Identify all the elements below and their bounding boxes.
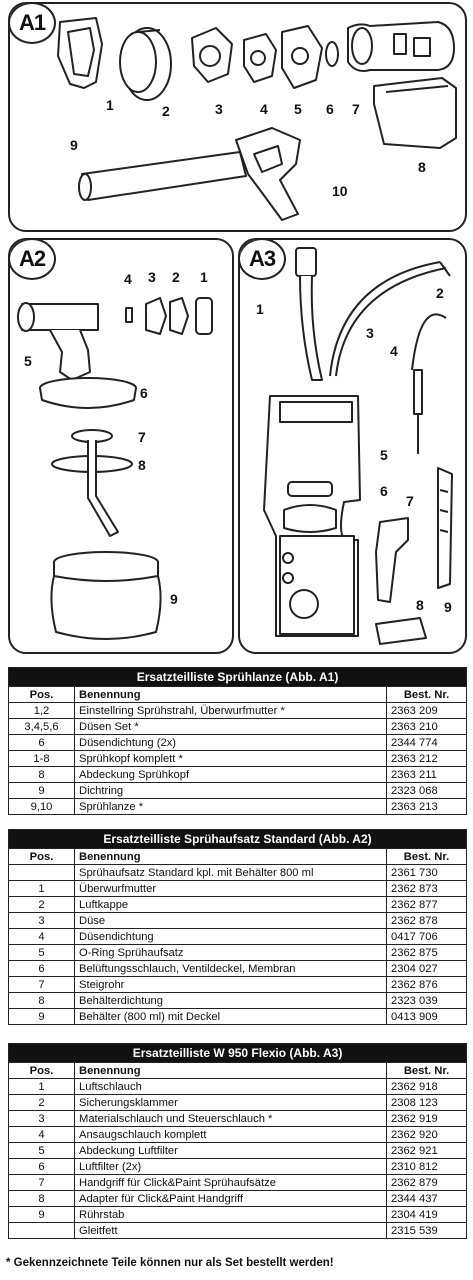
pos-cell: 9,10 bbox=[9, 799, 75, 815]
pos-cell: 3 bbox=[9, 1111, 75, 1127]
callout-8: 8 bbox=[416, 597, 424, 613]
name-cell: Behälterdichtung bbox=[75, 993, 387, 1009]
table-row bbox=[9, 1175, 467, 1191]
callout-4: 4 bbox=[260, 101, 268, 117]
order-no-cell: 2362 919 bbox=[387, 1111, 467, 1127]
callout-2: 2 bbox=[436, 285, 444, 301]
pos-cell: 3 bbox=[9, 913, 75, 929]
pos-cell: 9 bbox=[9, 1207, 75, 1223]
table-row bbox=[9, 993, 467, 1009]
name-cell: Sprühaufsatz Standard kpl. mit Behälter 800 ml bbox=[75, 865, 387, 881]
name-cell: Überwurfmutter bbox=[75, 881, 387, 897]
figure-a1-spray-lance bbox=[8, 2, 467, 232]
table-row bbox=[9, 945, 467, 961]
callout-6: 6 bbox=[326, 101, 334, 117]
column-header-pos: Pos. bbox=[9, 849, 75, 865]
table-title: Ersatzteilliste Sprühaufsatz Standard (Abb. A2) bbox=[9, 830, 467, 849]
pos-cell: 9 bbox=[9, 783, 75, 799]
callout-7: 7 bbox=[138, 429, 146, 445]
order-no-cell: 2361 730 bbox=[387, 865, 467, 881]
column-header-name: Benennung bbox=[75, 849, 387, 865]
name-cell: Abdeckung Luftfilter bbox=[75, 1143, 387, 1159]
callout-9: 9 bbox=[444, 599, 452, 615]
order-no-cell: 2363 210 bbox=[387, 719, 467, 735]
table-title: Ersatzteilliste W 950 Flexio (Abb. A3) bbox=[9, 1044, 467, 1063]
column-header-pos: Pos. bbox=[9, 687, 75, 703]
callout-3: 3 bbox=[366, 325, 374, 341]
table-row bbox=[9, 1223, 467, 1239]
figure-a2-standard-attachment bbox=[8, 238, 234, 654]
pos-cell: 8 bbox=[9, 1191, 75, 1207]
table-row bbox=[9, 881, 467, 897]
figure-a2-label: A2 bbox=[8, 238, 56, 280]
order-no-cell: 2344 437 bbox=[387, 1191, 467, 1207]
name-cell: Handgriff für Click&Paint Sprühaufsätze bbox=[75, 1175, 387, 1191]
callout-4: 4 bbox=[124, 271, 132, 287]
order-no-cell: 0417 706 bbox=[387, 929, 467, 945]
name-cell: Luftschlauch bbox=[75, 1079, 387, 1095]
table-row bbox=[9, 799, 467, 815]
pos-cell: 7 bbox=[9, 1175, 75, 1191]
table-row bbox=[9, 897, 467, 913]
name-cell: Abdeckung Sprühkopf bbox=[75, 767, 387, 783]
name-cell: Düsendichtung (2x) bbox=[75, 735, 387, 751]
callout-4: 4 bbox=[390, 343, 398, 359]
order-no-cell: 2362 878 bbox=[387, 913, 467, 929]
callout-2: 2 bbox=[172, 269, 180, 285]
name-cell: Rührstab bbox=[75, 1207, 387, 1223]
pos-cell: 4 bbox=[9, 1127, 75, 1143]
table-row bbox=[9, 865, 467, 881]
callout-8: 8 bbox=[418, 159, 426, 175]
name-cell: Behälter (800 ml) mit Deckel bbox=[75, 1009, 387, 1025]
callout-5: 5 bbox=[24, 353, 32, 369]
parts-list-spray-lance bbox=[8, 667, 467, 815]
order-no-cell: 2344 774 bbox=[387, 735, 467, 751]
callout-6: 6 bbox=[380, 483, 388, 499]
callout-9: 9 bbox=[70, 137, 78, 153]
name-cell: Sprühlanze * bbox=[75, 799, 387, 815]
order-no-cell: 2323 068 bbox=[387, 783, 467, 799]
table-row bbox=[9, 719, 467, 735]
order-no-cell: 2308 123 bbox=[387, 1095, 467, 1111]
order-no-cell: 2363 212 bbox=[387, 751, 467, 767]
order-no-cell: 2362 877 bbox=[387, 897, 467, 913]
table-row bbox=[9, 735, 467, 751]
order-no-cell: 2310 812 bbox=[387, 1159, 467, 1175]
name-cell: Ansaugschlauch komplett bbox=[75, 1127, 387, 1143]
callout-2: 2 bbox=[162, 103, 170, 119]
order-no-cell: 2304 027 bbox=[387, 961, 467, 977]
callout-1: 1 bbox=[256, 301, 264, 317]
order-no-cell: 2363 213 bbox=[387, 799, 467, 815]
pos-cell: 1 bbox=[9, 881, 75, 897]
table-row bbox=[9, 1111, 467, 1127]
callout-10: 10 bbox=[332, 183, 348, 199]
standard-attachment-exploded-drawing bbox=[10, 240, 232, 652]
pos-cell: 2 bbox=[9, 1095, 75, 1111]
table-row bbox=[9, 703, 467, 719]
callout-5: 5 bbox=[380, 447, 388, 463]
table-row bbox=[9, 751, 467, 767]
pos-cell: 1-8 bbox=[9, 751, 75, 767]
callout-7: 7 bbox=[352, 101, 360, 117]
name-cell: Dichtring bbox=[75, 783, 387, 799]
order-no-cell: 2362 920 bbox=[387, 1127, 467, 1143]
callout-1: 1 bbox=[106, 97, 114, 113]
name-cell: Gleitfett bbox=[75, 1223, 387, 1239]
table-row bbox=[9, 1079, 467, 1095]
order-no-cell: 2362 921 bbox=[387, 1143, 467, 1159]
parts-list-standard-attachment bbox=[8, 829, 467, 1025]
parts-list-w950-flexio bbox=[8, 1043, 467, 1239]
pos-cell bbox=[9, 1223, 75, 1239]
callout-8: 8 bbox=[138, 457, 146, 473]
table-row bbox=[9, 961, 467, 977]
callout-6: 6 bbox=[140, 385, 148, 401]
figure-a3-flexio-unit bbox=[238, 238, 467, 654]
pos-cell: 2 bbox=[9, 897, 75, 913]
callout-7: 7 bbox=[406, 493, 414, 509]
pos-cell: 3,4,5,6 bbox=[9, 719, 75, 735]
set-order-footnote: * Gekennzeichnete Teile können nur als Set bestellt werden! bbox=[6, 1257, 334, 1269]
table-row bbox=[9, 1207, 467, 1223]
name-cell: O-Ring Sprühaufsatz bbox=[75, 945, 387, 961]
callout-9: 9 bbox=[170, 591, 178, 607]
pos-cell: 6 bbox=[9, 961, 75, 977]
order-no-cell: 2362 876 bbox=[387, 977, 467, 993]
order-no-cell: 2323 039 bbox=[387, 993, 467, 1009]
table-title: Ersatzteilliste Sprühlanze (Abb. A1) bbox=[9, 668, 467, 687]
table-row bbox=[9, 767, 467, 783]
order-no-cell: 2362 879 bbox=[387, 1175, 467, 1191]
name-cell: Luftkappe bbox=[75, 897, 387, 913]
pos-cell: 6 bbox=[9, 1159, 75, 1175]
column-header-pos: Pos. bbox=[9, 1063, 75, 1079]
callout-3: 3 bbox=[215, 101, 223, 117]
pos-cell: 1,2 bbox=[9, 703, 75, 719]
pos-cell: 8 bbox=[9, 767, 75, 783]
table-row bbox=[9, 1127, 467, 1143]
order-no-cell: 2304 419 bbox=[387, 1207, 467, 1223]
table-row bbox=[9, 1143, 467, 1159]
column-header-order-no: Best. Nr. bbox=[387, 849, 467, 865]
column-header-name: Benennung bbox=[75, 1063, 387, 1079]
name-cell: Sprühkopf komplett * bbox=[75, 751, 387, 767]
spray-lance-exploded-drawing bbox=[10, 4, 465, 230]
pos-cell: 7 bbox=[9, 977, 75, 993]
table-row bbox=[9, 1159, 467, 1175]
order-no-cell: 2362 918 bbox=[387, 1079, 467, 1095]
column-header-name: Benennung bbox=[75, 687, 387, 703]
column-header-order-no: Best. Nr. bbox=[387, 1063, 467, 1079]
callout-5: 5 bbox=[294, 101, 302, 117]
order-no-cell: 2363 211 bbox=[387, 767, 467, 783]
pos-cell: 4 bbox=[9, 929, 75, 945]
callout-1: 1 bbox=[200, 269, 208, 285]
name-cell: Einstellring Sprühstrahl, Überwurfmutter * bbox=[75, 703, 387, 719]
figure-a3-label: A3 bbox=[238, 238, 286, 280]
table-row bbox=[9, 1191, 467, 1207]
pos-cell: 6 bbox=[9, 735, 75, 751]
table-row bbox=[9, 929, 467, 945]
table-row bbox=[9, 1009, 467, 1025]
column-header-order-no: Best. Nr. bbox=[387, 687, 467, 703]
name-cell: Belüftungsschlauch, Ventildeckel, Membran bbox=[75, 961, 387, 977]
name-cell: Düsen Set * bbox=[75, 719, 387, 735]
flexio-unit-exploded-drawing bbox=[240, 240, 465, 652]
figure-a1-label: A1 bbox=[8, 2, 56, 44]
name-cell: Düse bbox=[75, 913, 387, 929]
order-no-cell: 2362 875 bbox=[387, 945, 467, 961]
table-row bbox=[9, 913, 467, 929]
callout-3: 3 bbox=[148, 269, 156, 285]
table-row bbox=[9, 1095, 467, 1111]
table-row bbox=[9, 977, 467, 993]
name-cell: Düsendichtung bbox=[75, 929, 387, 945]
pos-cell: 1 bbox=[9, 1079, 75, 1095]
name-cell: Adapter für Click&Paint Handgriff bbox=[75, 1191, 387, 1207]
pos-cell: 5 bbox=[9, 1143, 75, 1159]
name-cell: Luftfilter (2x) bbox=[75, 1159, 387, 1175]
name-cell: Steigrohr bbox=[75, 977, 387, 993]
order-no-cell: 2362 873 bbox=[387, 881, 467, 897]
pos-cell bbox=[9, 865, 75, 881]
order-no-cell: 2315 539 bbox=[387, 1223, 467, 1239]
order-no-cell: 0413 909 bbox=[387, 1009, 467, 1025]
pos-cell: 5 bbox=[9, 945, 75, 961]
name-cell: Sicherungsklammer bbox=[75, 1095, 387, 1111]
order-no-cell: 2363 209 bbox=[387, 703, 467, 719]
pos-cell: 9 bbox=[9, 1009, 75, 1025]
table-row bbox=[9, 783, 467, 799]
name-cell: Materialschlauch und Steuerschlauch * bbox=[75, 1111, 387, 1127]
pos-cell: 8 bbox=[9, 993, 75, 1009]
